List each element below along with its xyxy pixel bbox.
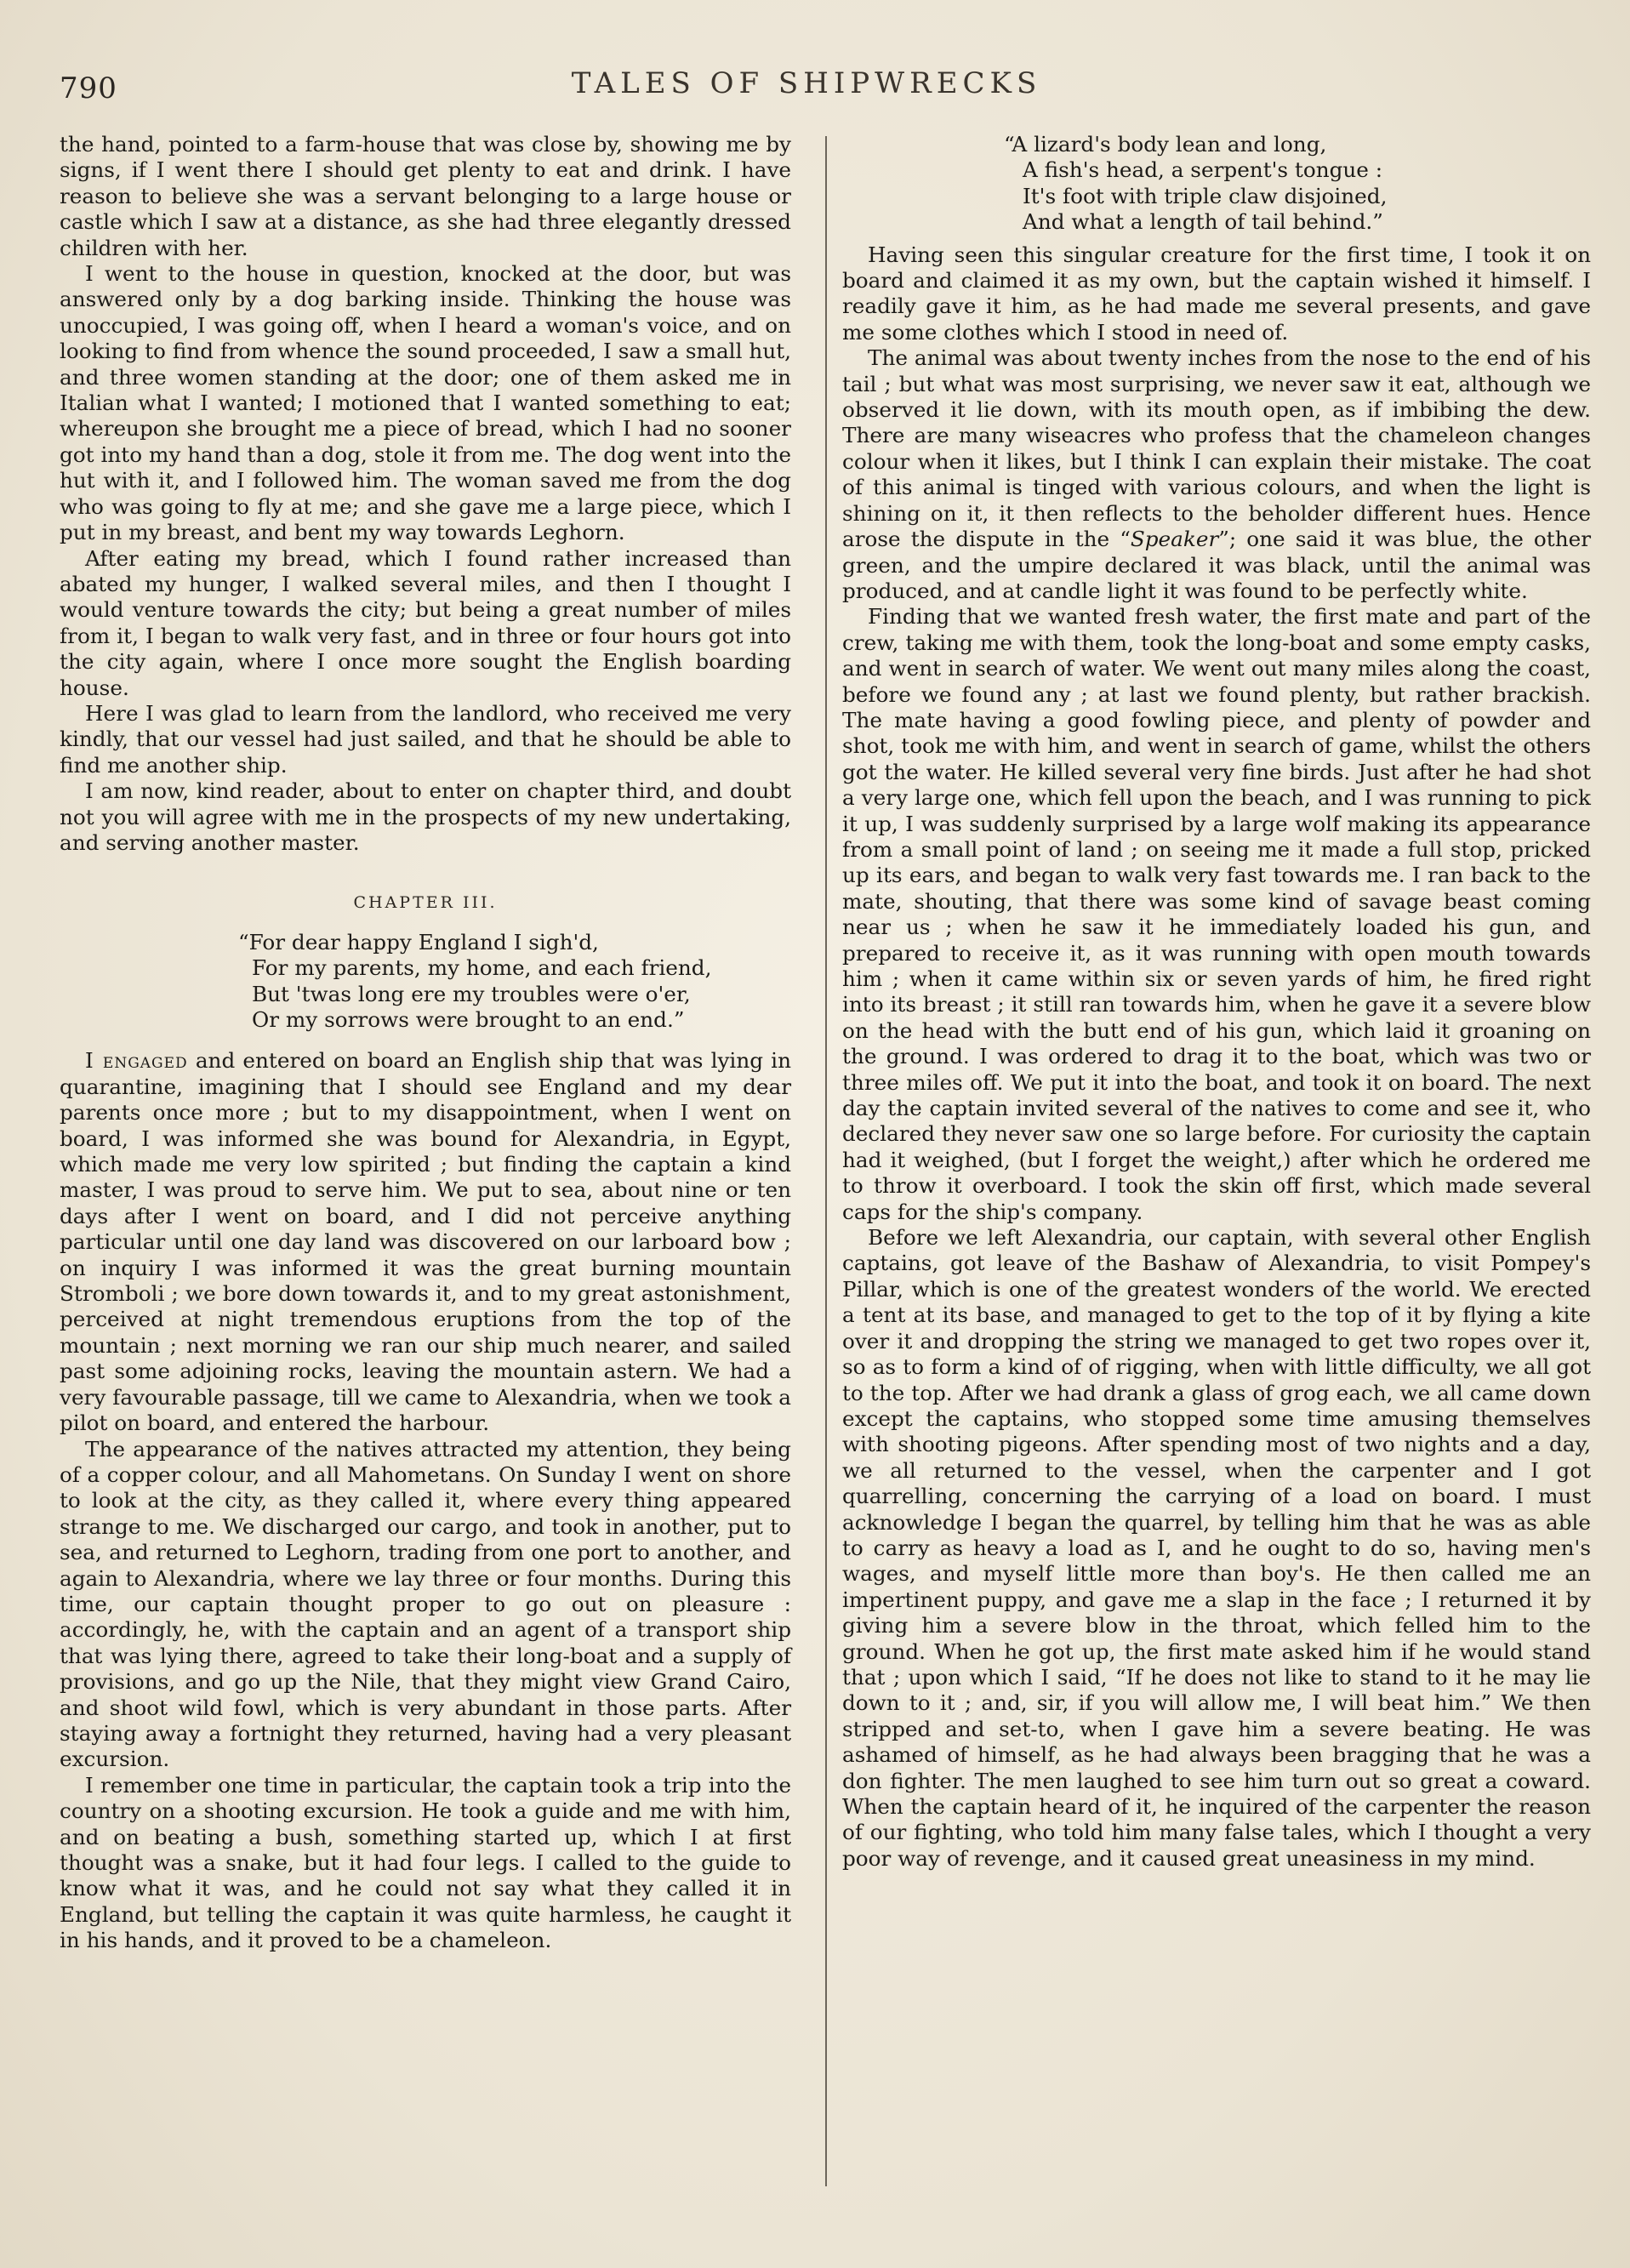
paragraph — [842, 345, 1591, 604]
speaker-title: Speaker — [1130, 527, 1219, 552]
paragraph: Having seen this singular creature for the first time, I took it on board and claimed it as my own, but the captain wished it himself. I readily gave it him, as he had made me several presents, and gave me some clothes which I stood in need of. — [842, 242, 1591, 345]
paragraph-text: ”; one said it was blue, the other green, and the umpire declared it was black, until the animal was produced, and at candle light it was found to be perfectly white. — [842, 527, 1591, 603]
verse-line: It's foot with triple claw disjoined, — [1023, 183, 1388, 208]
paragraph-lead: I engaged — [85, 1048, 188, 1074]
chameleon-verse — [842, 132, 1591, 236]
verse-line: Or my sorrows were brought to an end.” — [252, 1007, 685, 1032]
page-number: 790 — [60, 71, 117, 105]
verse-line: For my parents, my home, and each friend, — [252, 955, 712, 981]
paragraph: Here I was glad to learn from the landlord, who received me very kindly, that our vessel had just sailed, and that he should be able to find me another ship. — [60, 700, 791, 778]
column-rule — [825, 136, 827, 2186]
paragraph: Before we left Alexandria, our captain, with several other English captains, got leave of the Bashaw of Alexandria, to visit Pompey's Pillar, which is one of the greatest wonders of the world. We erected a tent at its base, and managed to get to the top of it by flying a kite over it and dropping the string we managed to get two ropes over it, so as to form a kind of of rigging, when with little difficulty, we all got to the top. After we had drank a glass of grog each, we all came down except the captains, who stopped some time amusing themselves with shooting pigeons. After spending most of two nights and a day, we all returned to the vessel, when the carpenter and I got quarrelling, concerning the carrying of a load on board. I must acknowledge I began the quarrel, by telling him that he was as able to carry as heavy a load as I, and he ought to do so, having men's wages, and myself little more than boy's. He then called me an impertinent puppy, and gave me a slap in the face ; I returned it by giving him a severe blow in the throat, which felled him to the ground. When he got up, the first mate asked him if he would stand that ; upon which I said, “If he does not like to stand to it he may lie down to it ; and, sir, if you will allow me, I will beat him.” We then stripped and set-to, when I gave him a severe beating. He was ashamed of himself, as he had always been bragging that he was a don fighter. The men laughed to see him turn out so great a coward. When the captain heard of it, he inquired of the carpenter the reason of our fighting, who told him many false tales, which I thought a very poor way of revenge, and it caused great uneasiness in my mind. — [842, 1225, 1591, 1871]
verse-line: A fish's head, a serpent's tongue : — [1023, 157, 1383, 183]
running-head: TALES OF SHIPWRECKS — [571, 66, 1042, 100]
paragraph: I am now, kind reader, about to enter on chapter third, and doubt not you will agree with me in the prospects of my new undertaking, and serving another master. — [60, 778, 791, 855]
verse-line: “A lizard's body lean and long, — [1004, 132, 1327, 157]
paragraph: I remember one time in particular, the captain took a trip into the country on a shooting excursion. He took a guide and me with him, and on beating a bush, something started up, which I at first thought was a snake, but it had four legs. I called to the guide to know what it was, and he could not say what they called it in England, but telling the captain it was quite harmless, he caught it in his hands, and it proved to be a chameleon. — [60, 1772, 791, 1953]
paragraph-text: and entered on board an English ship that was lying in quarantine, imagining that I should see England and my dear parents once more ; but to my disappointment, when I went on board, I was informed she was bound for Alexandria, in Egypt, which made me very low spirited ; but finding the captain a kind master, I was proud to serve him. We put to sea, about nine or ten days after I went on board, and I did not perceive anything particular until one day land was discovered on our larboard bow ; on inquiry I was informed it was the great burning mountain Stromboli ; we bore down towards it, and to my great astonishment, perceived at night tremendous eruptions from the top of the mountain ; next morning we ran our ship much nearer, and sailed past some adjoining rocks, leaving the mountain astern. We had a very favourable passage, till we came to Alexandria, when we took a pilot on board, and entered the harbour. — [60, 1048, 791, 1436]
right-column — [842, 132, 1591, 1872]
left-column — [60, 132, 791, 1954]
verse-line: “For dear happy England I sigh'd, — [238, 929, 599, 954]
verse-line: But 'twas long ere my troubles were o'er, — [252, 981, 691, 1006]
paragraph: I went to the house in question, knocked at the door, but was answered only by a dog barking inside. Thinking the house was unoccupied, I was going off, when I heard a woman's voice, and on looking to find from whence the sound proceeded, I saw a small hut, and three women standing at the door; one of them asked me in Italian what I wanted; I motioned that I wanted something to eat; whereupon she brought me a piece of bread, which I had no sooner got into my hand than a dog, stole it from me. The dog went into the hut with it, and I followed him. The woman saved me from the dog who was going to fly at me; and she gave me a large piece, which I put in my breast, and bent my way towards Leghorn. — [60, 261, 791, 545]
verse-line: And what a length of tail behind.” — [1023, 209, 1383, 235]
chapter-title: CHAPTER III. — [353, 893, 498, 913]
paragraph: the hand, pointed to a farm-house that was close by, showing me by signs, if I went there I should get plenty to eat and drink. I have reason to believe she was a servant belonging to a large house or castle which I saw at a distance, as she had three elegantly dressed children with her. — [60, 132, 791, 260]
paragraph-text: The animal was about twenty inches from the nose to the end of his tail ; but what was most surprising, we never saw it eat, although we observed it lie down, with its mouth open, as if imbibing the dew. There are many wiseacres who profess that the chameleon changes colour when it likes, but I think I can explain their mistake. The coat of this animal is tinged with various colours, and when the light is shining on it, it then reflects to the beholder different hues. Hence arose the dispute in the “ — [842, 345, 1591, 552]
paragraph: The appearance of the natives attracted my attention, they being of a copper colour, and all Mahometans. On Sunday I went on shore to look at the city, as they called it, where every thing appeared strange to me. We discharged our cargo, and took in another, put to sea, and returned to Leghorn, trading from one port to another, and again to Alexandria, where we lay three or four months. During this time, our captain thought proper to go out on pleasure : accordingly, he, with the captain and an agent of a transport ship that was lying there, agreed to take their long-boat and a supply of provisions, and go up the Nile, that they might view Grand Cairo, and shoot wild fowl, which is very abundant in those parts. After staying away a fortnight they returned, having had a very pleasant excursion. — [60, 1436, 791, 1772]
page-header — [60, 60, 1553, 111]
paragraph: After eating my bread, which I found rather increased than abated my hunger, I walked several miles, and then I thought I would venture towards the city; but being a great number of miles from it, I began to walk very fast, and in three or four hours got into the city again, where I once more sought the English boarding house. — [60, 545, 791, 700]
chapter-epigraph — [60, 930, 791, 1034]
paragraph — [60, 1048, 791, 1436]
paragraph: Finding that we wanted fresh water, the first mate and part of the crew, taking me with them, took the long-boat and some empty casks, and went in search of water. We went out many miles along the coast, before we found any ; at last we found plenty, but rather brackish. The mate having a good fowling piece, and plenty of powder and shot, took me with him, and went in search of game, whilst the others got the water. He killed several very fine birds. Just after he had shot a very large one, which fell upon the beach, and I was running to pick it up, I was suddenly surprised by a large wolf making its appearance from a small point of land ; on seeing me it made a full stop, pricked up its ears, and began to walk very fast towards me. I ran back to the mate, shouting, that there was some kind of savage beast coming near us ; when he saw it he immediately loaded his gun, and prepared to receive it, as it was running with open mouth towards him ; when it came within six or seven yards of him, he fired right into its breast ; it still ran towards him, when he gave it a severe blow on the head with the butt end of his gun, which laid it groaning on the ground. I was ordered to drag it to the boat, which was two or three miles off. We put it into the boat, and took it on board. The next day the captain invited several of the natives to come and see it, who declared they never saw one so large before. For curiosity the captain had it weighed, (but I forget the weight,) after which he ordered me to throw it overboard. I took the skin off first, which made several caps for the ship's company. — [842, 604, 1591, 1224]
